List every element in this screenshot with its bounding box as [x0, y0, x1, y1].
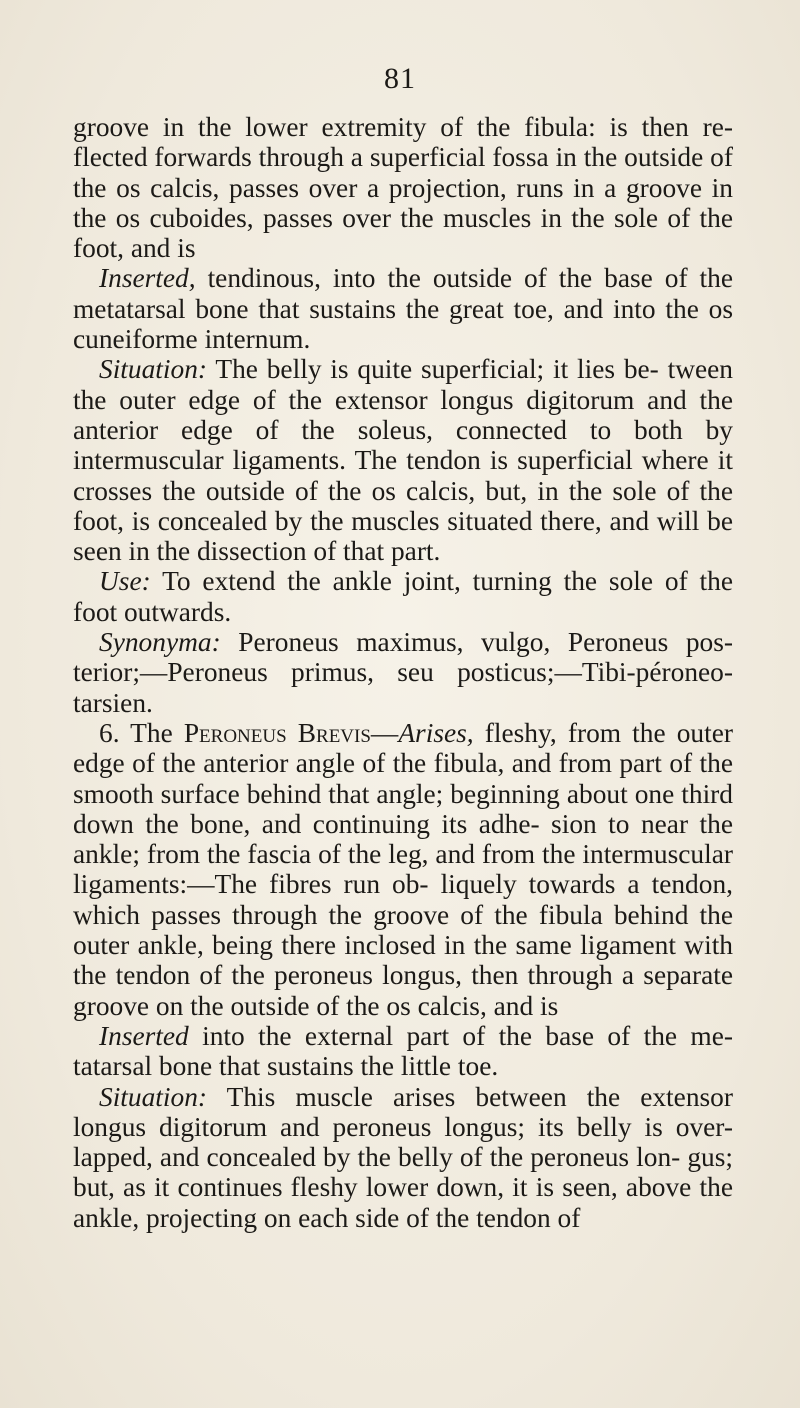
paragraph-text: To extend the ankle joint, turning the sole of the foot outwards. — [73, 566, 733, 627]
paragraph-text: This muscle arises between the extensor longus digitorum and peroneus longus; its belly is over- lapped, and concealed by the belly of the peroneus lon- gus; but, as it continues fleshy lower down, it is seen, above the ankle, projecting on each side of the tendon of — [73, 1081, 733, 1233]
paragraph-situation — [73, 354, 733, 566]
muscle-name: Peroneus Brevis — [183, 717, 371, 748]
paragraph-groove-continuation — [73, 112, 733, 263]
paragraph-text: tendinous, into the outside of the base of the metatarsal bone that sustains the great toe, and into the os cuneiforme internum. — [73, 263, 733, 355]
section-label: Arises, — [398, 717, 474, 748]
paragraph-text: fleshy, from the outer edge of the anterior angle of the fibula, and from part of the smooth surface behind that angle; beginning about one third down the bone, and continuing its adhe- sion to near the ankle; from the fascia of the leg, and from the intermuscular ligaments:—The fibres run ob- liquely towards a tendon, which passes through the groove of the fibula behind the outer ankle, being there inclosed in the same ligament with the tendon of the peroneus longus, then through a separate groove on the outside of the os calcis, and is — [73, 717, 733, 1021]
body-text — [73, 112, 733, 1233]
paragraph-inserted — [73, 263, 733, 354]
section-label: Inserted, — [99, 263, 196, 294]
section-label: Inserted — [99, 1020, 189, 1051]
entry-number: 6. The — [99, 717, 184, 748]
section-label: Use: — [99, 566, 151, 597]
paragraph-synonyma — [73, 627, 733, 718]
paragraph-text: The belly is quite superficial; it lies be- tween the outer edge of the extensor longus digitorum and the anterior edge of the soleus, connected to both by intermuscular ligaments. The tendon is superficial where it crosses the outside of the os calcis, but, in the sole of the foot, is concealed by the muscles situated there, and will be seen in the dissection of that part. — [73, 354, 733, 567]
paragraph-situation-brevis — [73, 1082, 733, 1233]
paragraph-peroneus-brevis — [73, 718, 733, 1021]
section-label: Situation: — [99, 1081, 208, 1112]
paragraph-text: groove in the lower extremity of the fibula: is then re- flected forwards through a superficial fossa in the outside of the os calcis, passes over a projection, runs in a groove in the os cuboides, passes over the muscles in the sole of the foot, and is — [73, 112, 733, 264]
section-label: Situation: — [99, 354, 208, 385]
section-label: Synonyma: — [99, 627, 221, 658]
dash: — — [370, 717, 399, 748]
paragraph-inserted-brevis — [73, 1021, 733, 1082]
paragraph-use — [73, 566, 733, 627]
paragraph-text: Peroneus maximus, vulgo, Peroneus pos- terior;—Peroneus primus, seu posticus;—Tibi-péroneo- tarsien. — [73, 627, 733, 718]
paragraph-text: into the external part of the base of the me- tatarsal bone that sustains the little toe. — [73, 1020, 733, 1082]
page-number: 81 — [384, 62, 416, 95]
